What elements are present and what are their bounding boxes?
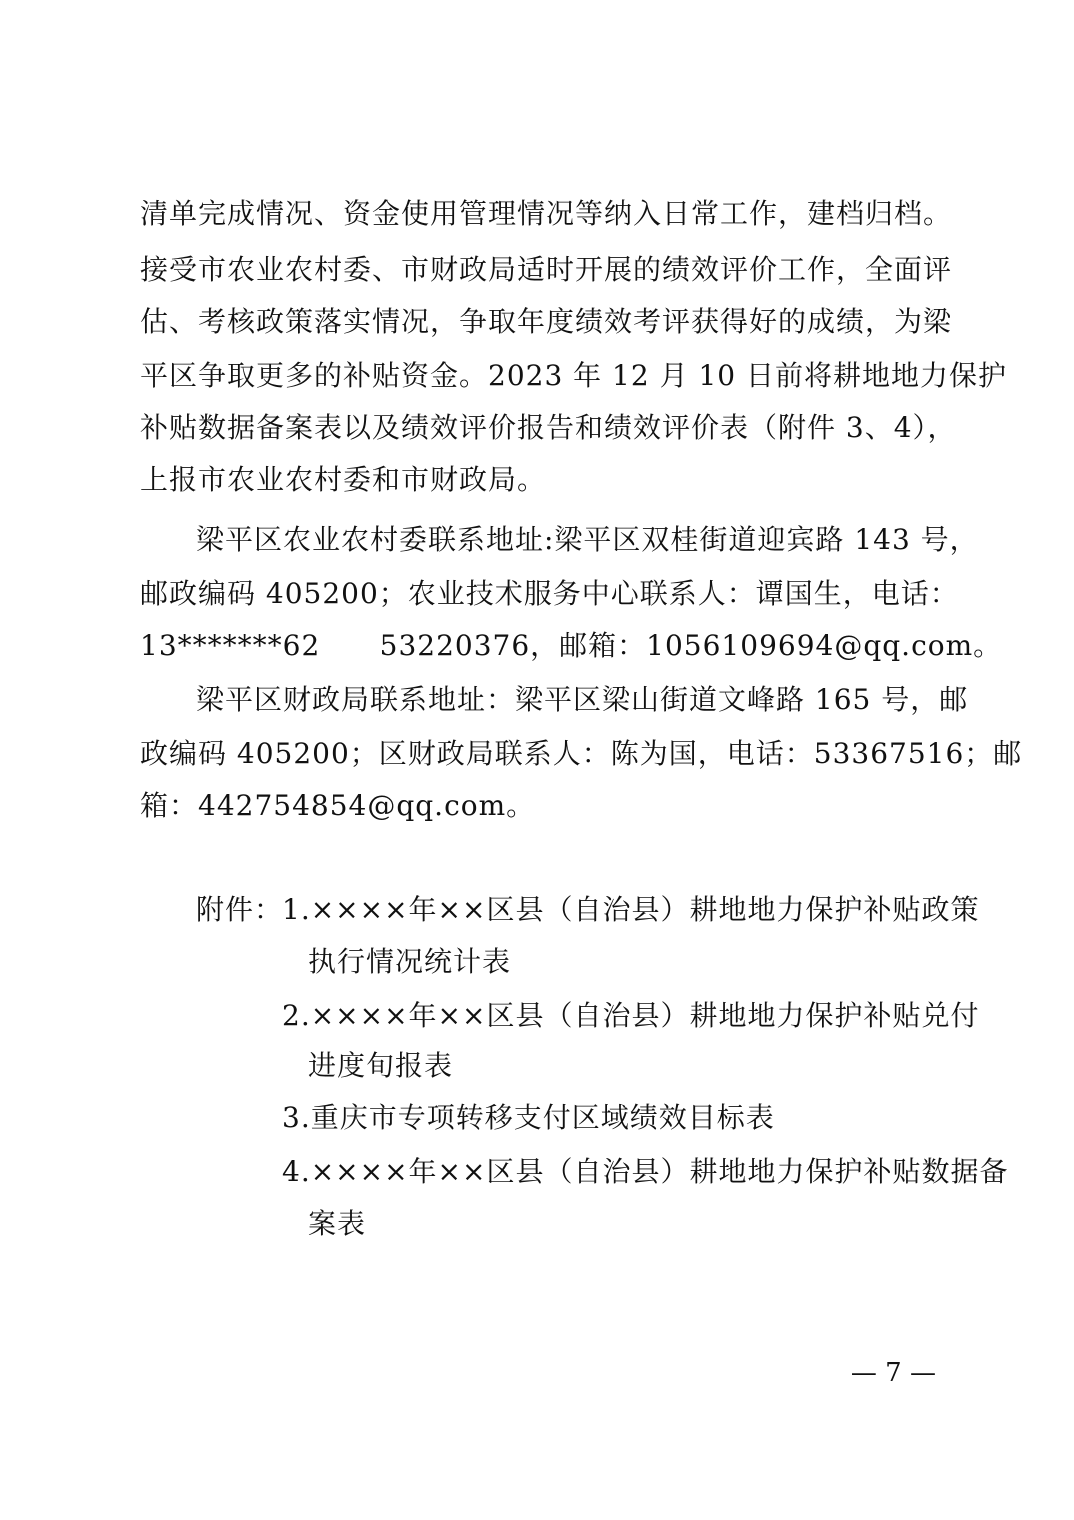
- contact-line: 政编码 405200；区财政局联系人：陈为国，电话：53367516；邮: [140, 737, 1023, 770]
- contact-line: 梁平区财政局联系地址：梁平区梁山街道文峰路 165 号，邮: [196, 683, 969, 716]
- body-line: 估、考核政策落实情况，争取年度绩效考评获得好的成绩，为梁: [140, 305, 953, 338]
- contact-line: 梁平区农业农村委联系地址:梁平区双桂街道迎宾路 143 号，: [196, 523, 979, 556]
- contact-line: 邮政编码 405200；农业技术服务中心联系人：谭国生，电话：: [140, 577, 959, 610]
- body-line: 接受市农业农村委、市财政局适时开展的绩效评价工作，全面评: [140, 253, 953, 286]
- attachment-item: 2.××××年××区县（自治县）耕地地力保护补贴兑付: [282, 999, 980, 1032]
- attachment-item-continuation: 进度旬报表: [308, 1049, 454, 1082]
- body-line: 平区争取更多的补贴资金。2023 年 12 月 10 日前将耕地地力保护: [140, 359, 1008, 392]
- attachment-item-continuation: 案表: [308, 1207, 367, 1240]
- body-line: 上报市农业农村委和市财政局。: [140, 463, 547, 496]
- attachment-item: 3.重庆市专项转移支付区域绩效目标表: [282, 1101, 775, 1134]
- attachment-item: 1.××××年××区县（自治县）耕地地力保护补贴政策: [282, 893, 980, 926]
- contact-line: 13*******62 53220376，邮箱：1056109694@qq.com。: [140, 629, 1003, 662]
- attachments-label: 附件：: [196, 893, 284, 926]
- attachment-item: 4.××××年××区县（自治县）耕地地力保护补贴数据备: [282, 1155, 1009, 1188]
- page-number: — 7 —: [850, 1358, 936, 1388]
- contact-line: 箱：442754854@qq.com。: [140, 789, 536, 822]
- body-line: 清单完成情况、资金使用管理情况等纳入日常工作，建档归档。: [140, 197, 953, 230]
- attachment-item-continuation: 执行情况统计表: [308, 945, 512, 978]
- body-line: 补贴数据备案表以及绩效评价报告和绩效评价表（附件 3、4），: [140, 411, 957, 444]
